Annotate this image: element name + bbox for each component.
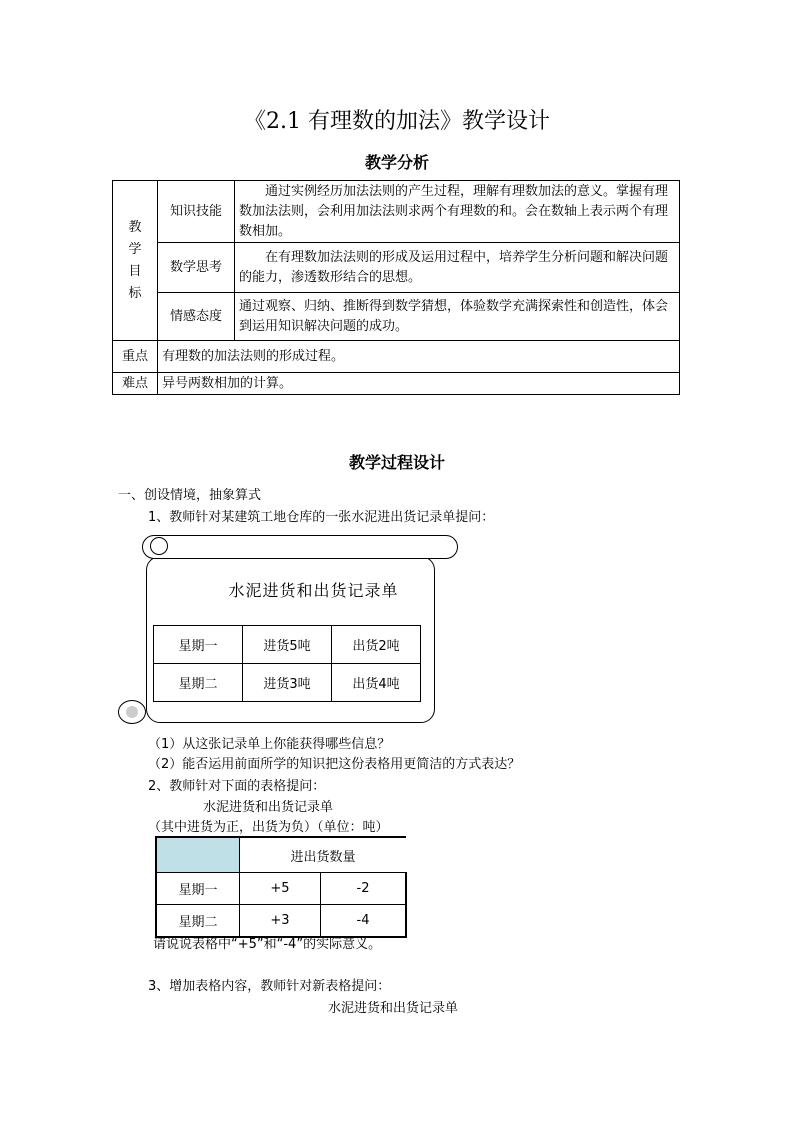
table2-cell: -2 [321,873,407,905]
table2-cell: 星期一 [156,873,240,905]
difficulty-text: 异号两数相加的计算。 [158,373,680,395]
record-table [153,625,421,702]
row-text: 通过观察、归纳、推断得到数学猜想，体验数学充满探索性和创造性，体会到运用知识解决问题的成功。 [235,293,680,341]
record-cell: 出货2吨 [332,626,421,664]
table2-cell: -4 [321,905,407,938]
section1: 一、创设情境，抽象算式 [118,488,262,503]
page-title: 《2.1 有理数的加法》教学设计 [244,109,550,134]
record-cell: 星期一 [154,626,243,664]
row-text: 通过实例经历加法法则的产生过程，理解有理数加法的意义。掌握有理数加法法则，会利用加法法则求两个有理数的和。会在数轴上表示两个有理数相加。 [235,181,680,243]
table2-header: 进出货数量 [240,837,407,873]
scroll-curl-icon [150,537,168,555]
analysis-heading: 教学分析 [364,153,429,172]
scroll-top-roll [142,535,458,559]
meaning-question: 请说说表格中“+5”和“-4”的实际意义。 [153,937,382,952]
goal-label-cell: 教 学 目 标 [113,181,158,341]
table2-cell: 星期二 [156,905,240,938]
table3-title: 水泥进货和出货记录单 [328,1001,459,1016]
scroll-title: 水泥进货和出货记录单 [228,581,399,600]
item3: 3、增加表格内容，教师针对新表格提问： [148,979,391,994]
record-cell: 星期二 [154,664,243,702]
difficulty-label: 难点 [113,373,158,395]
table2-cell: +5 [240,873,321,905]
table2-note: （其中进货为正，出货为负）（单位：吨） [148,820,389,835]
record-cell: 进货5吨 [243,626,332,664]
row-text: 在有理数加法法则的形成及运用过程中，培养学生分析问题和解决问题的能力，渗透数形结合的思想。 [235,243,680,293]
key-label: 重点 [113,341,158,373]
record-cell: 出货4吨 [332,664,421,702]
header-blank-cell [156,837,240,873]
item2: 2、教师针对下面的表格提问： [148,779,326,794]
row-label: 数学思考 [158,243,235,293]
process-heading: 教学过程设计 [348,453,445,472]
scroll-bottom-shade [126,706,138,718]
question-2: （2）能否运用前面所学的知识把这份表格用更简洁的方式表达？ [148,757,521,772]
question-1: （1）从这张记录单上你能获得哪些信息？ [148,737,391,752]
net-quantity-table [155,836,407,938]
row-label: 情感态度 [158,293,235,341]
record-cell: 进货3吨 [243,664,332,702]
row-label: 知识技能 [158,181,235,243]
table2-title: 水泥进货和出货记录单 [203,800,334,815]
table2-cell: +3 [240,905,321,938]
item1: 1、教师针对某建筑工地仓库的一张水泥进出货记录单提问： [148,510,495,525]
analysis-table [112,180,680,395]
key-text: 有理数的加法法则的形成过程。 [158,341,680,373]
